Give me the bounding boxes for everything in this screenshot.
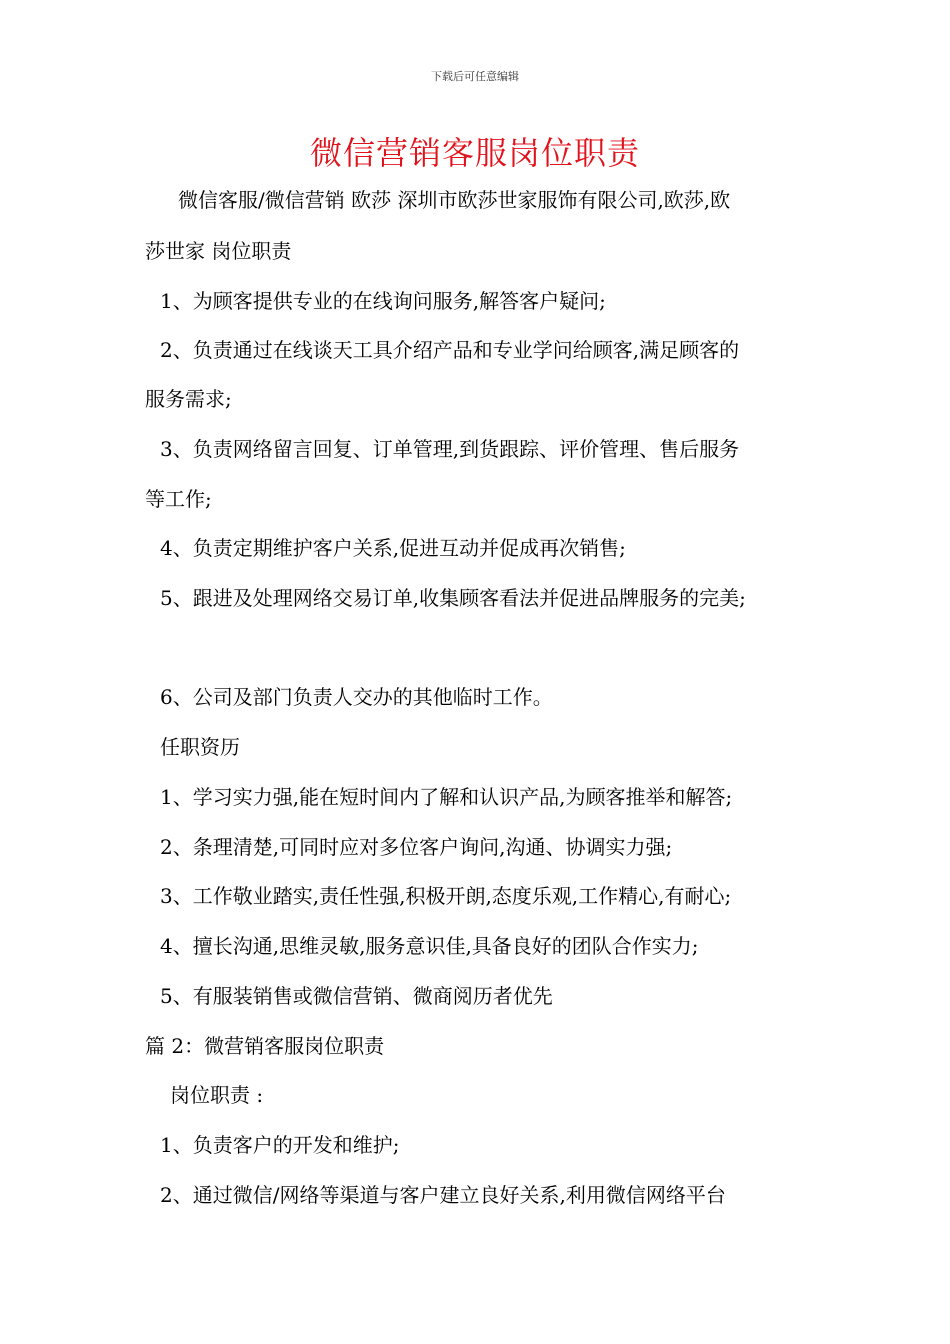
section-heading: 篇 2：微营销客服岗位职责 (145, 1034, 385, 1058)
paragraph-line: 1、学习实力强,能在短时间内了解和认识产品,为顾客推举和解答; (160, 785, 733, 809)
paragraph-line: 1、负责客户的开发和维护; (160, 1133, 400, 1157)
paragraph-line: 4、负责定期维护客户关系,促进互动并促成再次销售; (160, 536, 626, 560)
document-title: 微信营销客服岗位职责 (309, 134, 640, 172)
paragraph-line: 3、工作敬业踏实,责任性强,积极开朗,态度乐观,工作精心,有耐心; (160, 884, 732, 908)
paragraph-line: 5、跟进及处理网络交易订单,收集顾客看法并促进品牌服务的完美; (160, 586, 746, 610)
paragraph-line: 等工作; (145, 487, 212, 511)
paragraph-line: 5、有服装销售或微信营销、微商阅历者优先 (160, 984, 553, 1008)
paragraph-line: 1、为顾客提供专业的在线询问服务,解答客户疑问; (160, 289, 606, 313)
section-heading: 任职资历 (160, 735, 240, 759)
paragraph-line: 6、公司及部门负责人交办的其他临时工作。 (160, 685, 553, 709)
paragraph-line: 2、负责通过在线谈天工具介绍产品和专业学问给顾客,满足顾客的 (160, 338, 740, 362)
page-header-note: 下载后可任意编辑 (431, 70, 519, 83)
paragraph-line: 服务需求; (145, 387, 232, 411)
paragraph-line: 4、擅长沟通,思维灵敏,服务意识佳,具备良好的团队合作实力; (160, 934, 699, 958)
paragraph-line: 莎世家 岗位职责 (145, 239, 292, 263)
paragraph-line: 2、通过微信/网络等渠道与客户建立良好关系,利用微信网络平台 (160, 1183, 726, 1207)
paragraph-line: 2、条理清楚,可同时应对多位客户询问,沟通、协调实力强; (160, 835, 673, 859)
section-heading: 岗位职责 : (170, 1083, 264, 1107)
paragraph-line: 3、负责网络留言回复、订单管理,到货跟踪、评价管理、售后服务 (160, 437, 740, 461)
paragraph-line: 微信客服/微信营销 欧莎 深圳市欧莎世家服饰有限公司,欧莎,欧 (178, 188, 731, 212)
